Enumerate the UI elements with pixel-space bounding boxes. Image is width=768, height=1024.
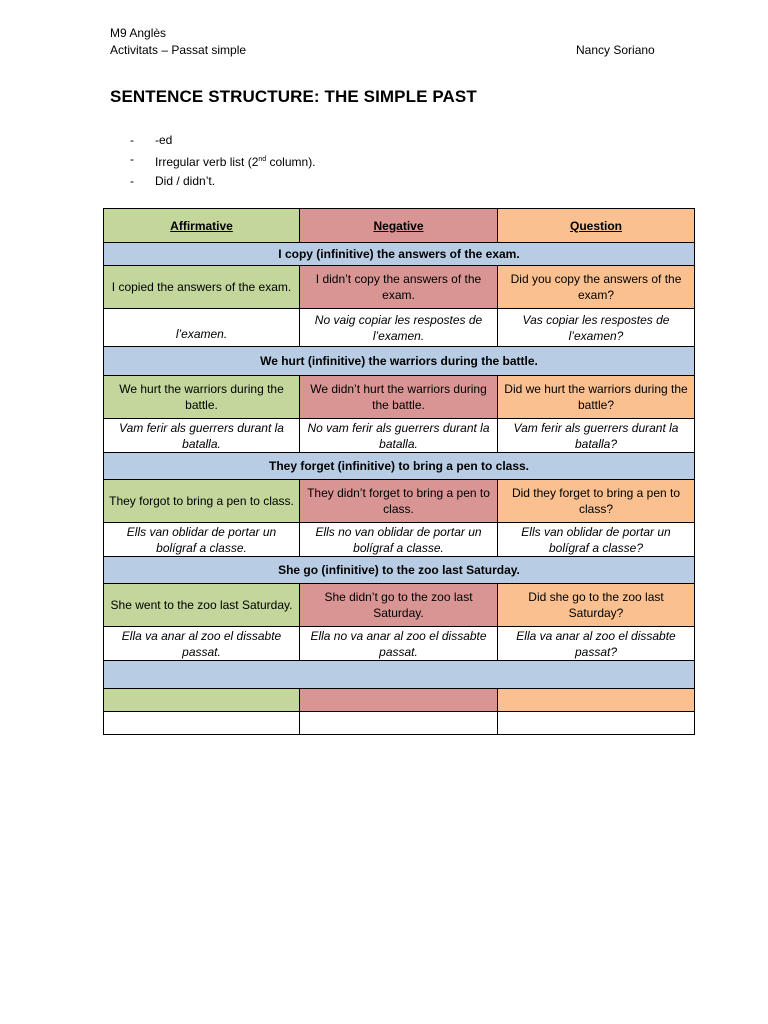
author-name: Nancy Soriano	[576, 43, 655, 57]
english-row	[104, 480, 695, 523]
activity-label: Activitats – Passat simple	[110, 43, 247, 57]
base-sentence: I copy (infinitive) the answers of the exam.	[104, 243, 695, 266]
negative-translation: Ells no van oblidar de portar un bolígraf a classe.	[300, 523, 498, 557]
base-sentence	[104, 661, 695, 689]
affirmative-translation: Ells van oblidar de portar un bolígraf a classe.	[104, 523, 300, 557]
notes-list	[130, 131, 316, 191]
question-cell: Did we hurt the warriors during the battle?	[498, 376, 695, 419]
sentence-row	[104, 557, 695, 584]
question-translation: Vam ferir als guerrers durant la batalla?	[498, 419, 695, 453]
catalan-row	[104, 712, 695, 735]
english-row	[104, 266, 695, 309]
question-header: Question	[498, 209, 695, 243]
catalan-row	[104, 627, 695, 661]
english-row	[104, 689, 695, 712]
affirmative-cell	[104, 689, 300, 712]
negative-cell: She didn’t go to the zoo last Saturday.	[300, 584, 498, 627]
negative-cell	[300, 689, 498, 712]
note-item	[130, 131, 316, 150]
affirmative-translation	[104, 712, 300, 735]
negative-translation	[300, 712, 498, 735]
english-row	[104, 376, 695, 419]
affirmative-cell: They forgot to bring a pen to class.	[104, 480, 300, 523]
question-cell: Did you copy the answers of the exam?	[498, 266, 695, 309]
affirmative-translation: Ella va anar al zoo el dissabte passat.	[104, 627, 300, 661]
note-text: -ed	[155, 133, 173, 147]
question-cell: Did they forget to bring a pen to class?	[498, 480, 695, 523]
affirmative-cell: We hurt the warriors during the battle.	[104, 376, 300, 419]
question-cell	[498, 689, 695, 712]
english-row	[104, 584, 695, 627]
affirmative-cell: She went to the zoo last Saturday.	[104, 584, 300, 627]
course-label: M9 Anglès	[110, 26, 167, 40]
negative-cell: We didn’t hurt the warriors during the battle.	[300, 376, 498, 419]
page-title: SENTENCE STRUCTURE: THE SIMPLE PAST	[110, 87, 477, 106]
note-text: column).	[266, 155, 316, 169]
question-cell: Did she go to the zoo last Saturday?	[498, 584, 695, 627]
negative-cell: I didn’t copy the answers of the exam.	[300, 266, 498, 309]
note-text: Did / didn’t.	[155, 174, 216, 188]
affirmative-translation: l’examen.	[104, 309, 300, 347]
note-text: Irregular verb list (2	[155, 155, 259, 169]
negative-cell: They didn’t forget to bring a pen to class.	[300, 480, 498, 523]
sentence-row	[104, 243, 695, 266]
base-sentence: We hurt (infinitive) the warriors during the battle.	[104, 347, 695, 376]
question-translation: Ells van oblidar de portar un bolígraf a classe?	[498, 523, 695, 557]
sentence-row	[104, 347, 695, 376]
negative-translation: Ella no va anar al zoo el dissabte passat.	[300, 627, 498, 661]
question-translation	[498, 712, 695, 735]
note-item	[130, 150, 316, 172]
base-sentence: She go (infinitive) to the zoo last Saturday.	[104, 557, 695, 584]
note-item	[130, 172, 316, 191]
simple-past-table	[103, 208, 695, 735]
sentence-row	[104, 661, 695, 689]
catalan-row	[104, 523, 695, 557]
catalan-row	[104, 419, 695, 453]
sentence-row	[104, 453, 695, 480]
affirmative-header: Affirmative	[104, 209, 300, 243]
question-translation: Ella va anar al zoo el dissabte passat?	[498, 627, 695, 661]
base-sentence: They forget (infinitive) to bring a pen to class.	[104, 453, 695, 480]
affirmative-translation: Vam ferir als guerrers durant la batalla.	[104, 419, 300, 453]
affirmative-cell: I copied the answers of the exam.	[104, 266, 300, 309]
catalan-row	[104, 309, 695, 347]
note-superscript: nd	[258, 156, 267, 163]
header-row	[104, 209, 695, 243]
negative-translation: No vam ferir als guerrers durant la batalla.	[300, 419, 498, 453]
negative-header: Negative	[300, 209, 498, 243]
negative-translation: No vaig copiar les respostes de l’examen.	[300, 309, 498, 347]
question-translation: Vas copiar les respostes de l’examen?	[498, 309, 695, 347]
